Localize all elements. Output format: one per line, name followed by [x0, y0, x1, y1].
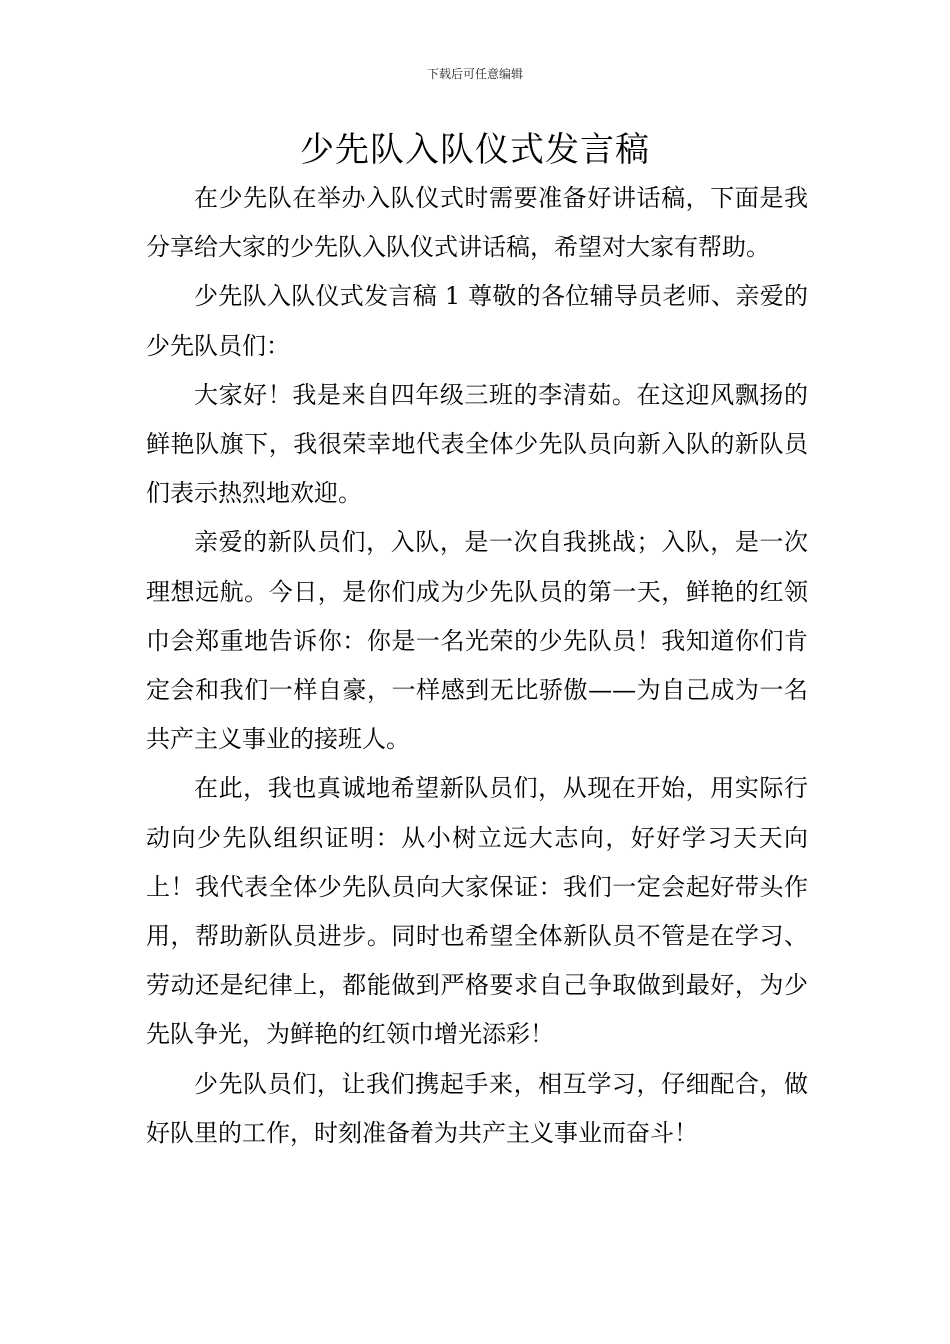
paragraph-new-members: 亲爱的新队员们，入队，是一次自我挑战；入队，是一次理想远航。今日，是你们成为少先队员的第一天，鲜艳的红领巾会郑重地告诉你：你是一名光荣的少先队员！我知道你们肯定会和我们一样自豪，一样感到无比骄傲——为自己成为一名共产主义事业的接班人。 — [146, 528, 808, 754]
header-note: 下载后可任意编辑 — [426, 67, 523, 81]
paragraph-greeting: 大家好！我是来自四年级三班的李清茹。在这迎风飘扬的鲜艳队旗下，我很荣幸地代表全体少先队员向新入队的新队员们表示热烈地欢迎。 — [146, 380, 808, 508]
paragraph-hope: 在此，我也真诚地希望新队员们，从现在开始，用实际行动向少先队组织证明：从小树立远大志向，好好学习天天向上！我代表全体少先队员向大家保证：我们一定会起好带头作用，帮助新队员进步。同时也希望全体新队员不管是在学习、劳动还是纪律上，都能做到严格要求自己争取做到最好，为少先队争光，为鲜艳的红领巾增光添彩！ — [146, 774, 808, 1049]
paragraph-salutation: 少先队入队仪式发言稿 1 尊敬的各位辅导员老师、亲爱的少先队员们： — [146, 282, 808, 360]
document-title: 少先队入队仪式发言稿 — [300, 130, 650, 170]
paragraph-closing: 少先队员们，让我们携起手来，相互学习，仔细配合，做好队里的工作，时刻准备着为共产主义事业而奋斗！ — [146, 1069, 808, 1147]
paragraph-intro: 在少先队在举办入队仪式时需要准备好讲话稿，下面是我分享给大家的少先队入队仪式讲话稿，希望对大家有帮助。 — [146, 184, 808, 262]
document-body — [146, 174, 808, 1158]
